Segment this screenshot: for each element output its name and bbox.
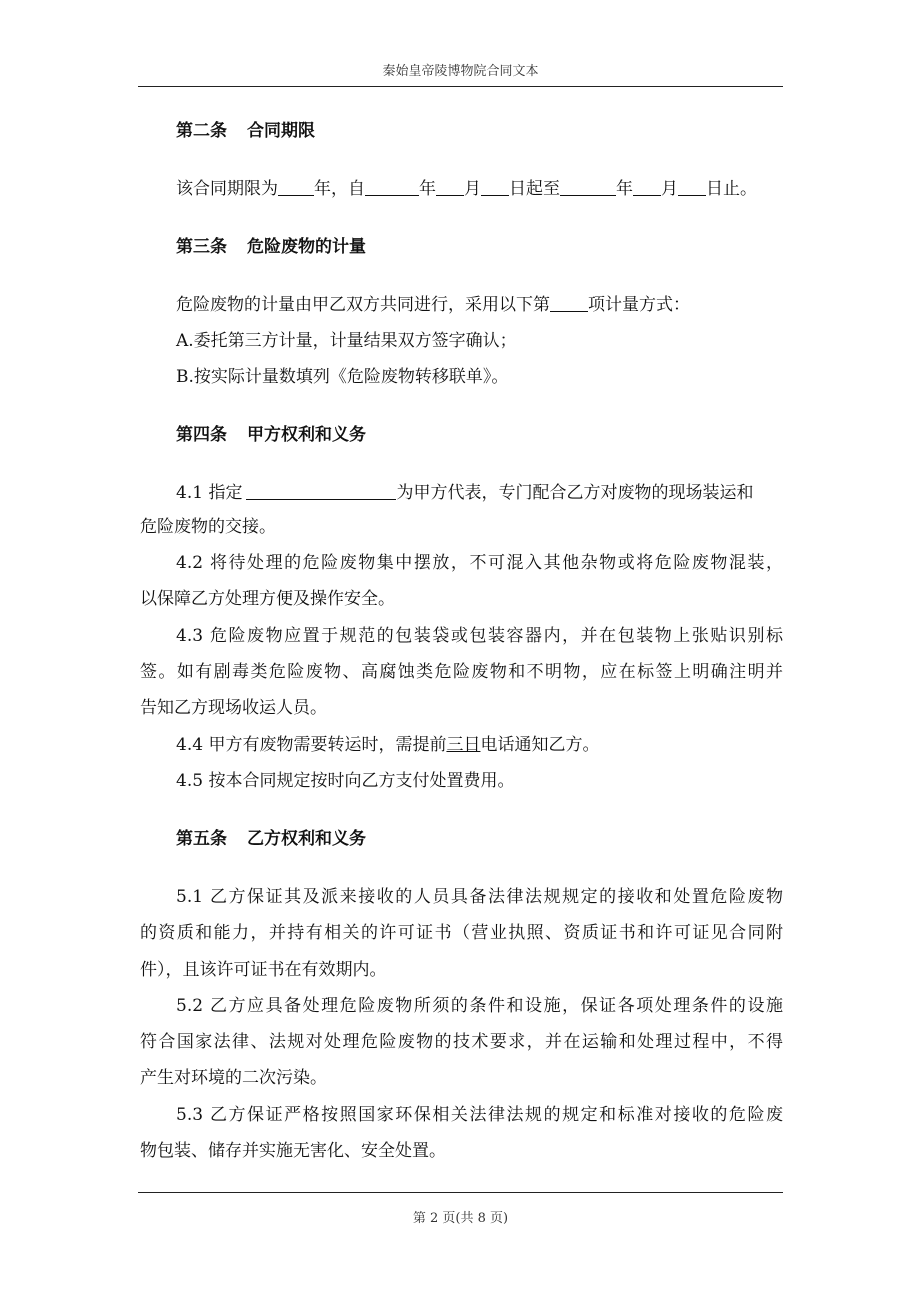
- article-4-heading: [176, 423, 366, 447]
- article-3-line-1: [176, 293, 690, 317]
- notice-days: 三日: [446, 735, 481, 755]
- article-4-number: 第四条: [176, 425, 227, 445]
- clause-5-1-line-2: [140, 921, 783, 945]
- article-3-number: 第三条: [176, 237, 227, 257]
- clause-5-1-line-1: [176, 885, 783, 909]
- clause-4-2-line-2: 以保障乙方处理方便及操作安全。: [140, 589, 395, 609]
- clause-5-2-line-1: [176, 994, 783, 1018]
- clause-4-2-line-1: [176, 551, 783, 575]
- header-title: 秦始皇帝陵博物院合同文本: [382, 64, 539, 79]
- clause-4-1-line-2: 危险废物的交接。: [140, 517, 276, 537]
- text: 月: [464, 179, 481, 199]
- clause-5-3-line-1: [176, 1103, 783, 1127]
- text: 日止。: [706, 179, 757, 199]
- blank-end-year[interactable]: [560, 177, 616, 196]
- text: 为甲方代表，专门配合乙方对废物的现场装运和: [396, 483, 754, 503]
- page-header: [138, 62, 783, 87]
- blank-end-day[interactable]: [678, 177, 706, 196]
- article-5-title: 乙方权利和义务: [247, 829, 366, 849]
- text: 符合国家法律、法规对处理危险废物的技术要求，并在运输和处理过程中，不得: [140, 1032, 783, 1052]
- clause-5-2-line-3: 产生对环境的二次污染。: [140, 1068, 327, 1088]
- article-2-line-1: [176, 177, 757, 201]
- text: 电话通知乙方。: [480, 735, 600, 755]
- text: 危险废物的计量由甲乙双方共同进行，采用以下第: [176, 295, 550, 315]
- article-3-heading: [176, 235, 366, 259]
- clause-4-3-line-3: 告知乙方现场收运人员。: [140, 698, 327, 718]
- article-2-title: 合同期限: [247, 121, 315, 141]
- clause-4-3-line-1: [176, 624, 783, 648]
- text: 4.2 将待处理的危险废物集中摆放，不可混入其他杂物或将危险废物混装，: [176, 553, 783, 573]
- page-number: 第 2 页(共 8 页): [412, 1211, 509, 1226]
- text: 的资质和能力，并持有相关的许可证书（营业执照、资质证书和许可证见合同附: [140, 923, 783, 943]
- clause-4-5: 4.5 按本合同规定按时向乙方支付处置费用。: [176, 771, 515, 791]
- text: 4.3 危险废物应置于规范的包装袋或包装容器内，并在包装物上张贴识别标: [176, 626, 783, 646]
- text: 5.1 乙方保证其及派来接收的人员具备法律法规规定的接收和处置危险废物: [176, 887, 783, 907]
- blank-years[interactable]: [278, 177, 314, 196]
- blank-representative[interactable]: [246, 481, 396, 500]
- text: 5.2 乙方应具备处理危险废物所须的条件和设施，保证各项处理条件的设施: [176, 996, 783, 1016]
- clause-5-3-line-2: 物包装、储存并实施无害化、安全处置。: [140, 1141, 446, 1161]
- article-5-number: 第五条: [176, 829, 227, 849]
- blank-start-month[interactable]: [436, 177, 464, 196]
- clause-4-3-line-2: [140, 660, 783, 684]
- clause-5-2-line-2: [140, 1030, 783, 1054]
- blank-start-year[interactable]: [365, 177, 419, 196]
- text: 年: [419, 179, 436, 199]
- blank-start-day[interactable]: [481, 177, 509, 196]
- article-2-heading: [176, 119, 315, 143]
- clause-4-4: [176, 733, 599, 757]
- text: 年，自: [314, 179, 365, 199]
- text: 该合同期限为: [176, 179, 278, 199]
- text: 月: [661, 179, 678, 199]
- blank-end-month[interactable]: [633, 177, 661, 196]
- article-5-heading: [176, 827, 366, 851]
- text: 5.3 乙方保证严格按照国家环保相关法律法规的规定和标准对接收的危险废: [176, 1105, 783, 1125]
- article-3-option-b: B.按实际计量数填列《危险废物转移联单》。: [176, 367, 509, 387]
- article-4-title: 甲方权利和义务: [247, 425, 366, 445]
- text: 项计量方式：: [588, 295, 690, 315]
- text: 签。如有剧毒类危险废物、高腐蚀类危险废物和不明物，应在标签上明确注明并: [140, 662, 783, 682]
- text: 日起至: [509, 179, 560, 199]
- text: 4.1 指定: [176, 483, 243, 503]
- article-2-number: 第二条: [176, 121, 227, 141]
- blank-method-number[interactable]: [550, 293, 588, 312]
- page-footer: [138, 1192, 783, 1226]
- clause-5-1-line-3: 件），且该许可证书在有效期内。: [140, 960, 387, 980]
- article-3-option-a: A.委托第三方计量，计量结果双方签字确认；: [176, 331, 517, 351]
- text: 年: [616, 179, 633, 199]
- clause-4-1-line-1: [176, 481, 753, 505]
- article-3-title: 危险废物的计量: [247, 237, 366, 257]
- text: 4.4 甲方有废物需要转运时，需提前: [176, 735, 447, 755]
